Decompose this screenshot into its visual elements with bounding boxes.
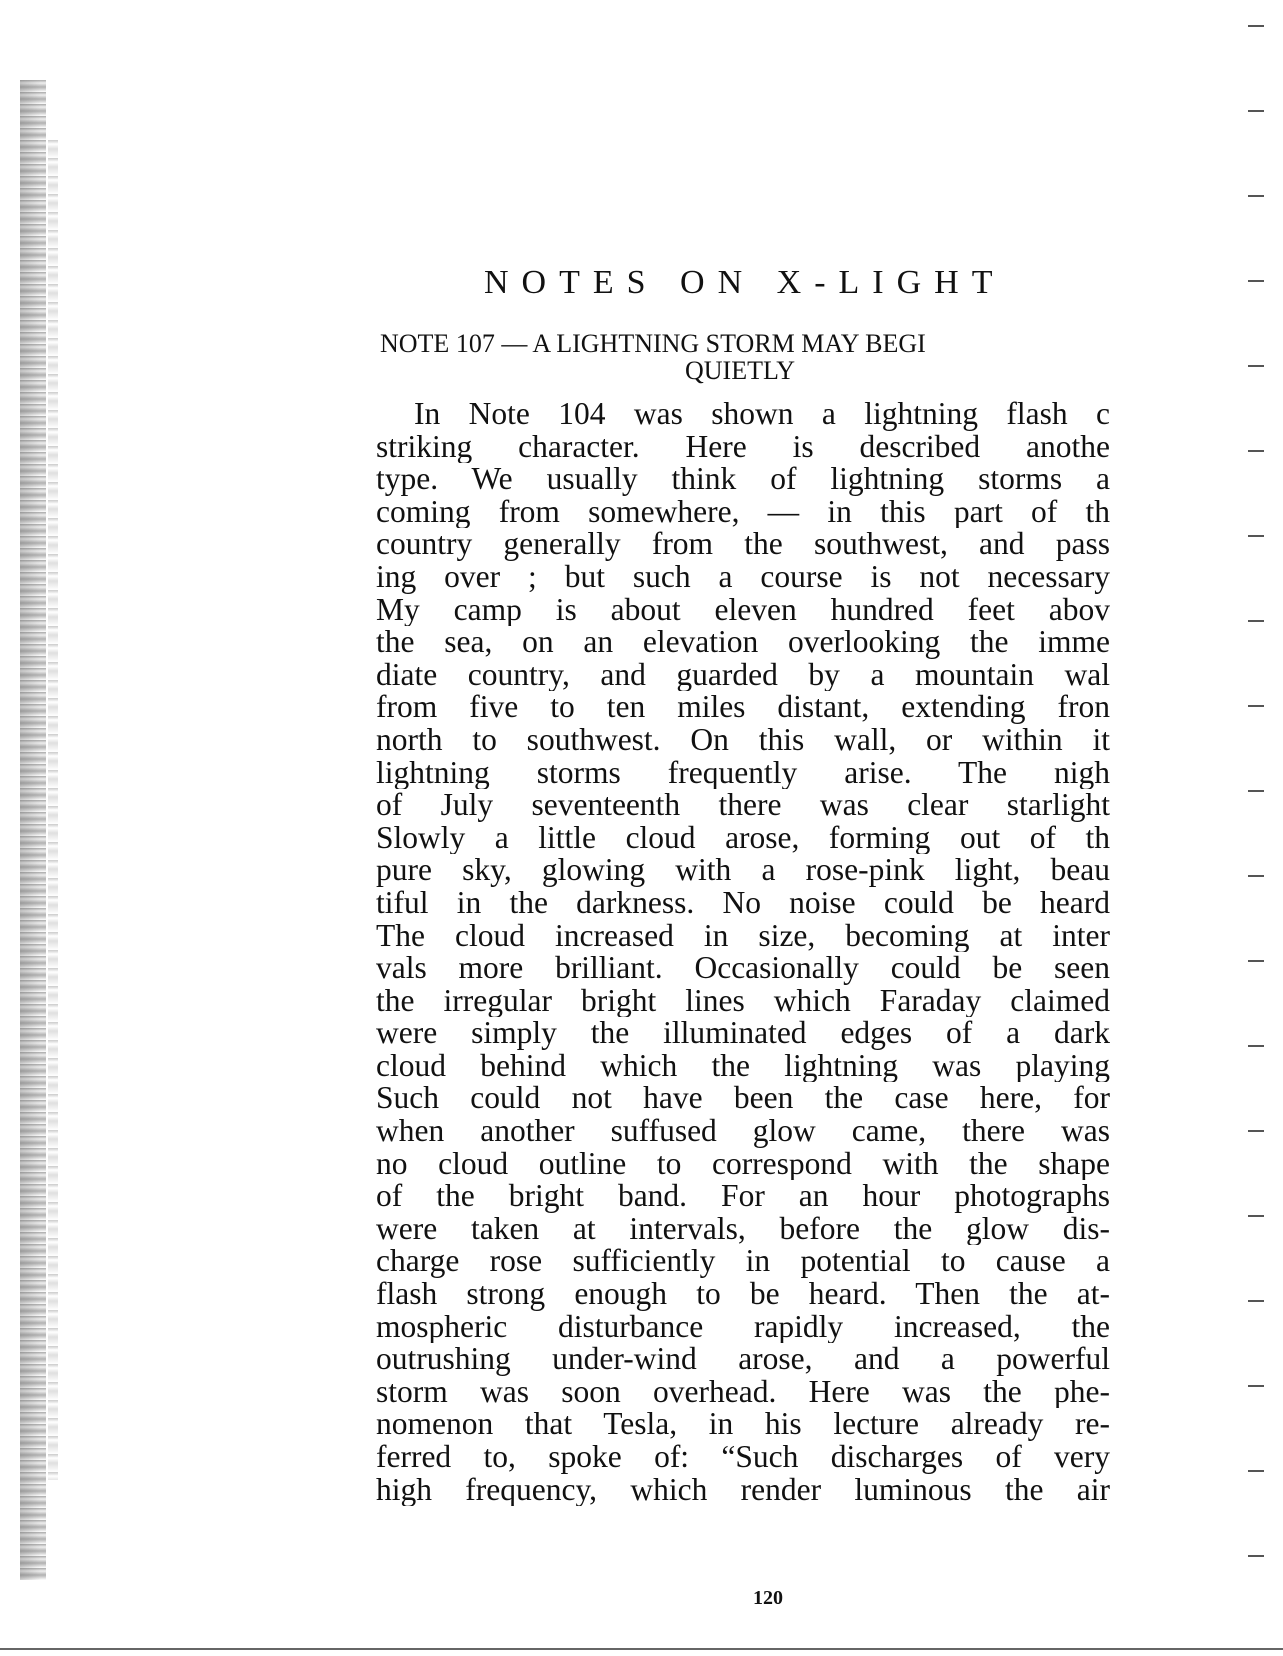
text-line: nomenon that Tesla, in his lecture already re- — [376, 1408, 1110, 1441]
margin-dash — [1248, 450, 1264, 452]
margin-dash — [1248, 195, 1264, 197]
text-line: high frequency, which render luminous the air — [376, 1473, 1110, 1507]
text-line: Such could not have been the case here, for — [376, 1082, 1110, 1116]
text-line: no cloud outline to correspond with the shape — [376, 1147, 1110, 1181]
text-line: lightning storms frequently arise. The nigh — [376, 756, 1110, 790]
margin-dash — [1248, 1555, 1264, 1557]
body-text — [376, 398, 1110, 1538]
text-line: pure sky, glowing with a rose-pink light, beau — [376, 854, 1110, 887]
margin-dash — [1248, 535, 1264, 537]
margin-dash — [1248, 365, 1264, 367]
margin-dash — [1248, 1470, 1264, 1472]
margin-dash — [1248, 1045, 1264, 1047]
page-title: NOTES ON X-LIGHT — [484, 264, 1006, 301]
text-line: storm was soon overhead. Here was the phe- — [376, 1375, 1110, 1409]
note-heading-line-1: NOTE 107 — A LIGHTNING STORM MAY BEGI — [380, 329, 926, 358]
text-line: vals more brilliant. Occasionally could be seen — [376, 952, 1110, 985]
margin-dash — [1248, 1130, 1264, 1132]
text-line: type. We usually think of lightning storms a — [376, 463, 1110, 496]
margin-dash — [1248, 960, 1264, 962]
margin-dash — [1248, 280, 1264, 282]
text-line: The cloud increased in size, becoming at inter — [376, 919, 1110, 953]
binding-shadow — [20, 80, 46, 1580]
text-line: of the bright band. For an hour photographs — [376, 1180, 1110, 1213]
text-line: ferred to, spoke of: “Such discharges of very — [376, 1441, 1110, 1474]
margin-dash — [1248, 790, 1264, 792]
margin-dash — [1248, 1385, 1264, 1387]
margin-dash — [1248, 620, 1264, 622]
text-line: tiful in the darkness. No noise could be heard — [376, 886, 1110, 920]
margin-dash — [1248, 705, 1264, 707]
text-line: from five to ten miles distant, extending fron — [376, 691, 1110, 724]
margin-dash — [1248, 875, 1264, 877]
scan-binding-edge — [14, 80, 74, 1580]
right-margin-marks — [1248, 0, 1268, 1656]
text-line: flash strong enough to be heard. Then the at- — [376, 1278, 1110, 1311]
text-line: country generally from the southwest, and pass — [376, 528, 1110, 561]
text-line: In Note 104 was shown a lightning flash c — [414, 398, 1110, 431]
scan-bottom-edge — [0, 1648, 1283, 1650]
page-number: 120 — [753, 1587, 783, 1609]
margin-dash — [1248, 110, 1264, 112]
text-line: cloud behind which the lightning was playing — [376, 1049, 1110, 1083]
text-line: when another suffused glow came, there was — [376, 1115, 1110, 1148]
text-line: My camp is about eleven hundred feet abov — [376, 593, 1110, 627]
note-heading — [380, 330, 1120, 384]
text-line: north to southwest. On this wall, or within it — [376, 723, 1110, 757]
margin-dash — [1248, 1300, 1264, 1302]
text-line: mospheric disturbance rapidly increased, the — [376, 1310, 1110, 1344]
text-line: the sea, on an elevation overlooking the imme — [376, 626, 1110, 659]
text-line: outrushing under-wind arose, and a powerful — [376, 1343, 1110, 1376]
note-heading-line-2: QUIETLY — [685, 356, 796, 385]
text-line: were simply the illuminated edges of a dark — [376, 1017, 1110, 1050]
text-line: striking character. Here is described anothe — [376, 430, 1110, 464]
text-line: Slowly a little cloud arose, forming out of th — [376, 821, 1110, 855]
text-line: ing over ; but such a course is not necessary — [376, 560, 1110, 594]
text-line: diate country, and guarded by a mountain wal — [376, 658, 1110, 692]
binding-shadow-secondary — [48, 140, 58, 1480]
text-line: the irregular bright lines which Faraday claimed — [376, 984, 1110, 1018]
text-line: of July seventeenth there was clear starlight — [376, 789, 1110, 822]
margin-dash — [1248, 25, 1264, 27]
text-line: coming from somewhere, — in this part of th — [376, 495, 1110, 529]
text-line: charge rose sufficiently in potential to cause a — [376, 1245, 1110, 1279]
text-line: were taken at intervals, before the glow dis- — [376, 1212, 1110, 1246]
margin-dash — [1248, 1215, 1264, 1217]
